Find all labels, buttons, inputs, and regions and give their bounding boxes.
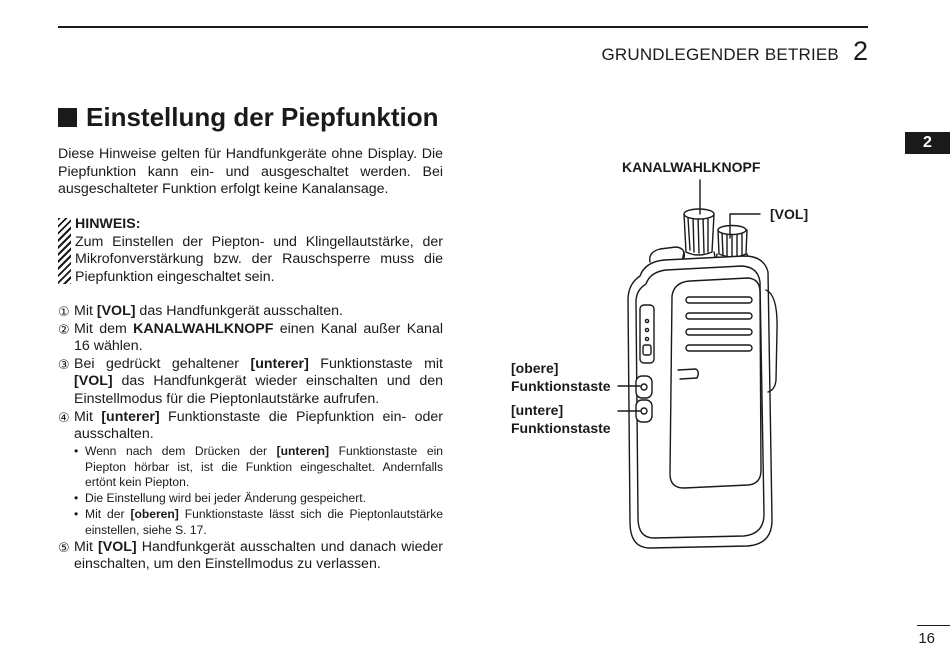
step-text: Mit [VOL] das Handfunkgerät ausschalten. [74,303,343,319]
note-text: Zum Einstellen der Piepton- und Klingellautstärke, der Mikrofonverstärkung bzw. der Rauschsperre muss die Piepfunktion eingeschaltet sein. [75,233,443,285]
bullet-item: • Wenn nach dem Drücken der [unteren] Funktionstaste ein Piepton hörbar ist, ist die Funktion eingeschaltet. Andernfalls ertönt kein Piepton. [74,443,443,490]
step-number: ⑤ [58,539,70,555]
page-number: 16 [918,630,935,647]
section-title-text: Einstellung der Piepfunktion [86,102,439,132]
upper-function-key-icon [636,376,652,398]
bullet-dot-icon: • [74,506,79,521]
note-title: HINWEIS: [75,216,141,232]
step-number: ① [58,304,70,319]
step-number: ③ [58,356,70,372]
step-text: Bei gedrückt gehaltener [unterer] Funktionstaste mit [VOL] das Handfunkgerät wieder einschalten und den Einstellmodus für die Pieptonlautstärke aufrufen. [74,355,443,407]
upper-function-key-label: [obere] Funktionstaste [511,360,611,394]
bullet-dot-icon: • [74,443,79,458]
chapter-side-tab: 2 [905,132,950,154]
vol-label: [VOL] [770,206,809,222]
chapter-title: GRUNDLEGENDER BETRIEB [601,45,839,64]
step-text: Mit [VOL] Handfunkgerät ausschalten und danach wieder einschalten, um den Einstellmodus zu verlassen. [74,538,443,573]
bullet-item: • Mit der [oberen] Funktionstaste lässt sich die Pieptonlautstärke einstellen, siehe S. 17. [74,506,443,537]
step-number: ④ [58,409,70,425]
step-text: Mit [unterer] Funktionstaste die Piepfunktion ein- oder ausschalten. [74,408,443,443]
bullet-dot-icon: • [74,491,79,506]
page-number-rule [917,625,950,626]
bullet-item: • Die Einstellung wird bei jeder Änderung gespeichert. [74,491,367,506]
step-number: ② [58,321,70,337]
lower-function-key-label: [untere] Funktionstaste [511,402,611,436]
chapter-number: 2 [852,36,868,66]
intro-text: Diese Hinweise gelten für Handfunkgeräte ohne Display. Die Piepfunktion kann ein- und ausgeschaltet werden. Bei ausgeschalteter Funktion erfolgt keine Kanalansage. [58,146,443,198]
step-text: Mit dem KANALWAHLKNOPF einen Kanal außer Kanal 16 wählen. [74,320,443,355]
channel-knob-label: KANALWAHLKNOPF [622,159,761,175]
